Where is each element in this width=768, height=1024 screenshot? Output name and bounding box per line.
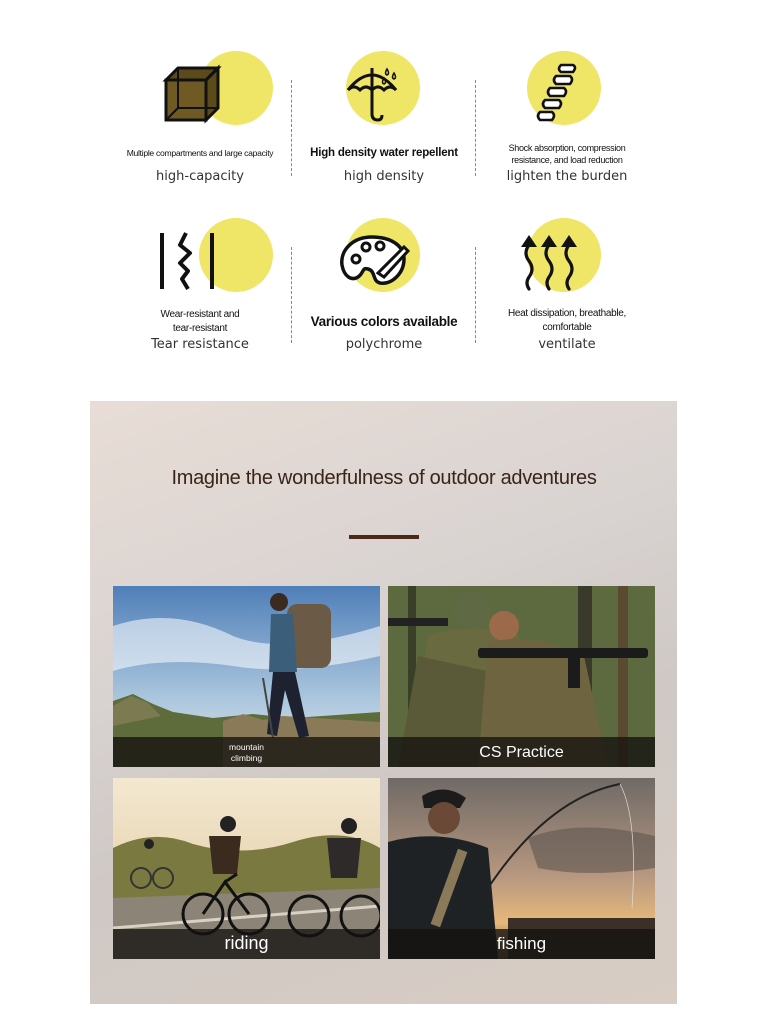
feature-label: high-capacity xyxy=(156,169,244,184)
feature-description: Various colors available xyxy=(310,314,458,329)
photo-mountain-climbing xyxy=(113,586,380,767)
feature-description: Multiple compartments and large capacity xyxy=(126,148,274,158)
spine-icon xyxy=(535,62,581,124)
feature-high-capacity xyxy=(110,48,290,188)
feature-lighten-the-burden xyxy=(477,48,657,188)
feature-label: lighten the burden xyxy=(506,169,628,184)
divider xyxy=(291,247,292,343)
photo-caption: fishing xyxy=(496,934,547,953)
feature-description: High density water repellent xyxy=(310,147,458,159)
feature-polychrome xyxy=(294,215,474,355)
outdoor-title: Imagine the wonderfulness of outdoor adventures xyxy=(171,467,597,489)
palette-icon xyxy=(338,233,410,293)
feature-label: Tear resistance xyxy=(151,337,249,352)
photo-fishing xyxy=(388,778,655,959)
heat-arrows-icon xyxy=(517,231,581,291)
divider xyxy=(291,80,292,176)
feature-label: high density xyxy=(343,169,425,184)
feature-label: ventilate xyxy=(538,337,596,352)
title-underline xyxy=(349,535,419,539)
photo-caption: mountain climbing xyxy=(229,742,264,763)
photo-riding xyxy=(113,778,380,959)
feature-tear-resistance xyxy=(110,215,290,355)
photo-caption: CS Practice xyxy=(479,744,564,761)
photo-caption: riding xyxy=(224,933,269,953)
wave-lines-icon xyxy=(158,231,218,291)
feature-ventilate xyxy=(477,215,657,355)
cube-icon xyxy=(162,64,222,124)
photo-cs-practice xyxy=(388,586,655,767)
feature-description: Shock absorption, compression resistance, and load reduction xyxy=(508,143,626,165)
umbrella-icon xyxy=(344,64,404,124)
feature-label: polychrome xyxy=(345,337,423,352)
feature-description: Heat dissipation, breathable, comfortable xyxy=(507,308,627,333)
feature-description: Wear-resistant and tear-resistant xyxy=(160,309,240,334)
divider xyxy=(475,247,476,343)
feature-high-density xyxy=(294,48,474,188)
divider xyxy=(475,80,476,176)
